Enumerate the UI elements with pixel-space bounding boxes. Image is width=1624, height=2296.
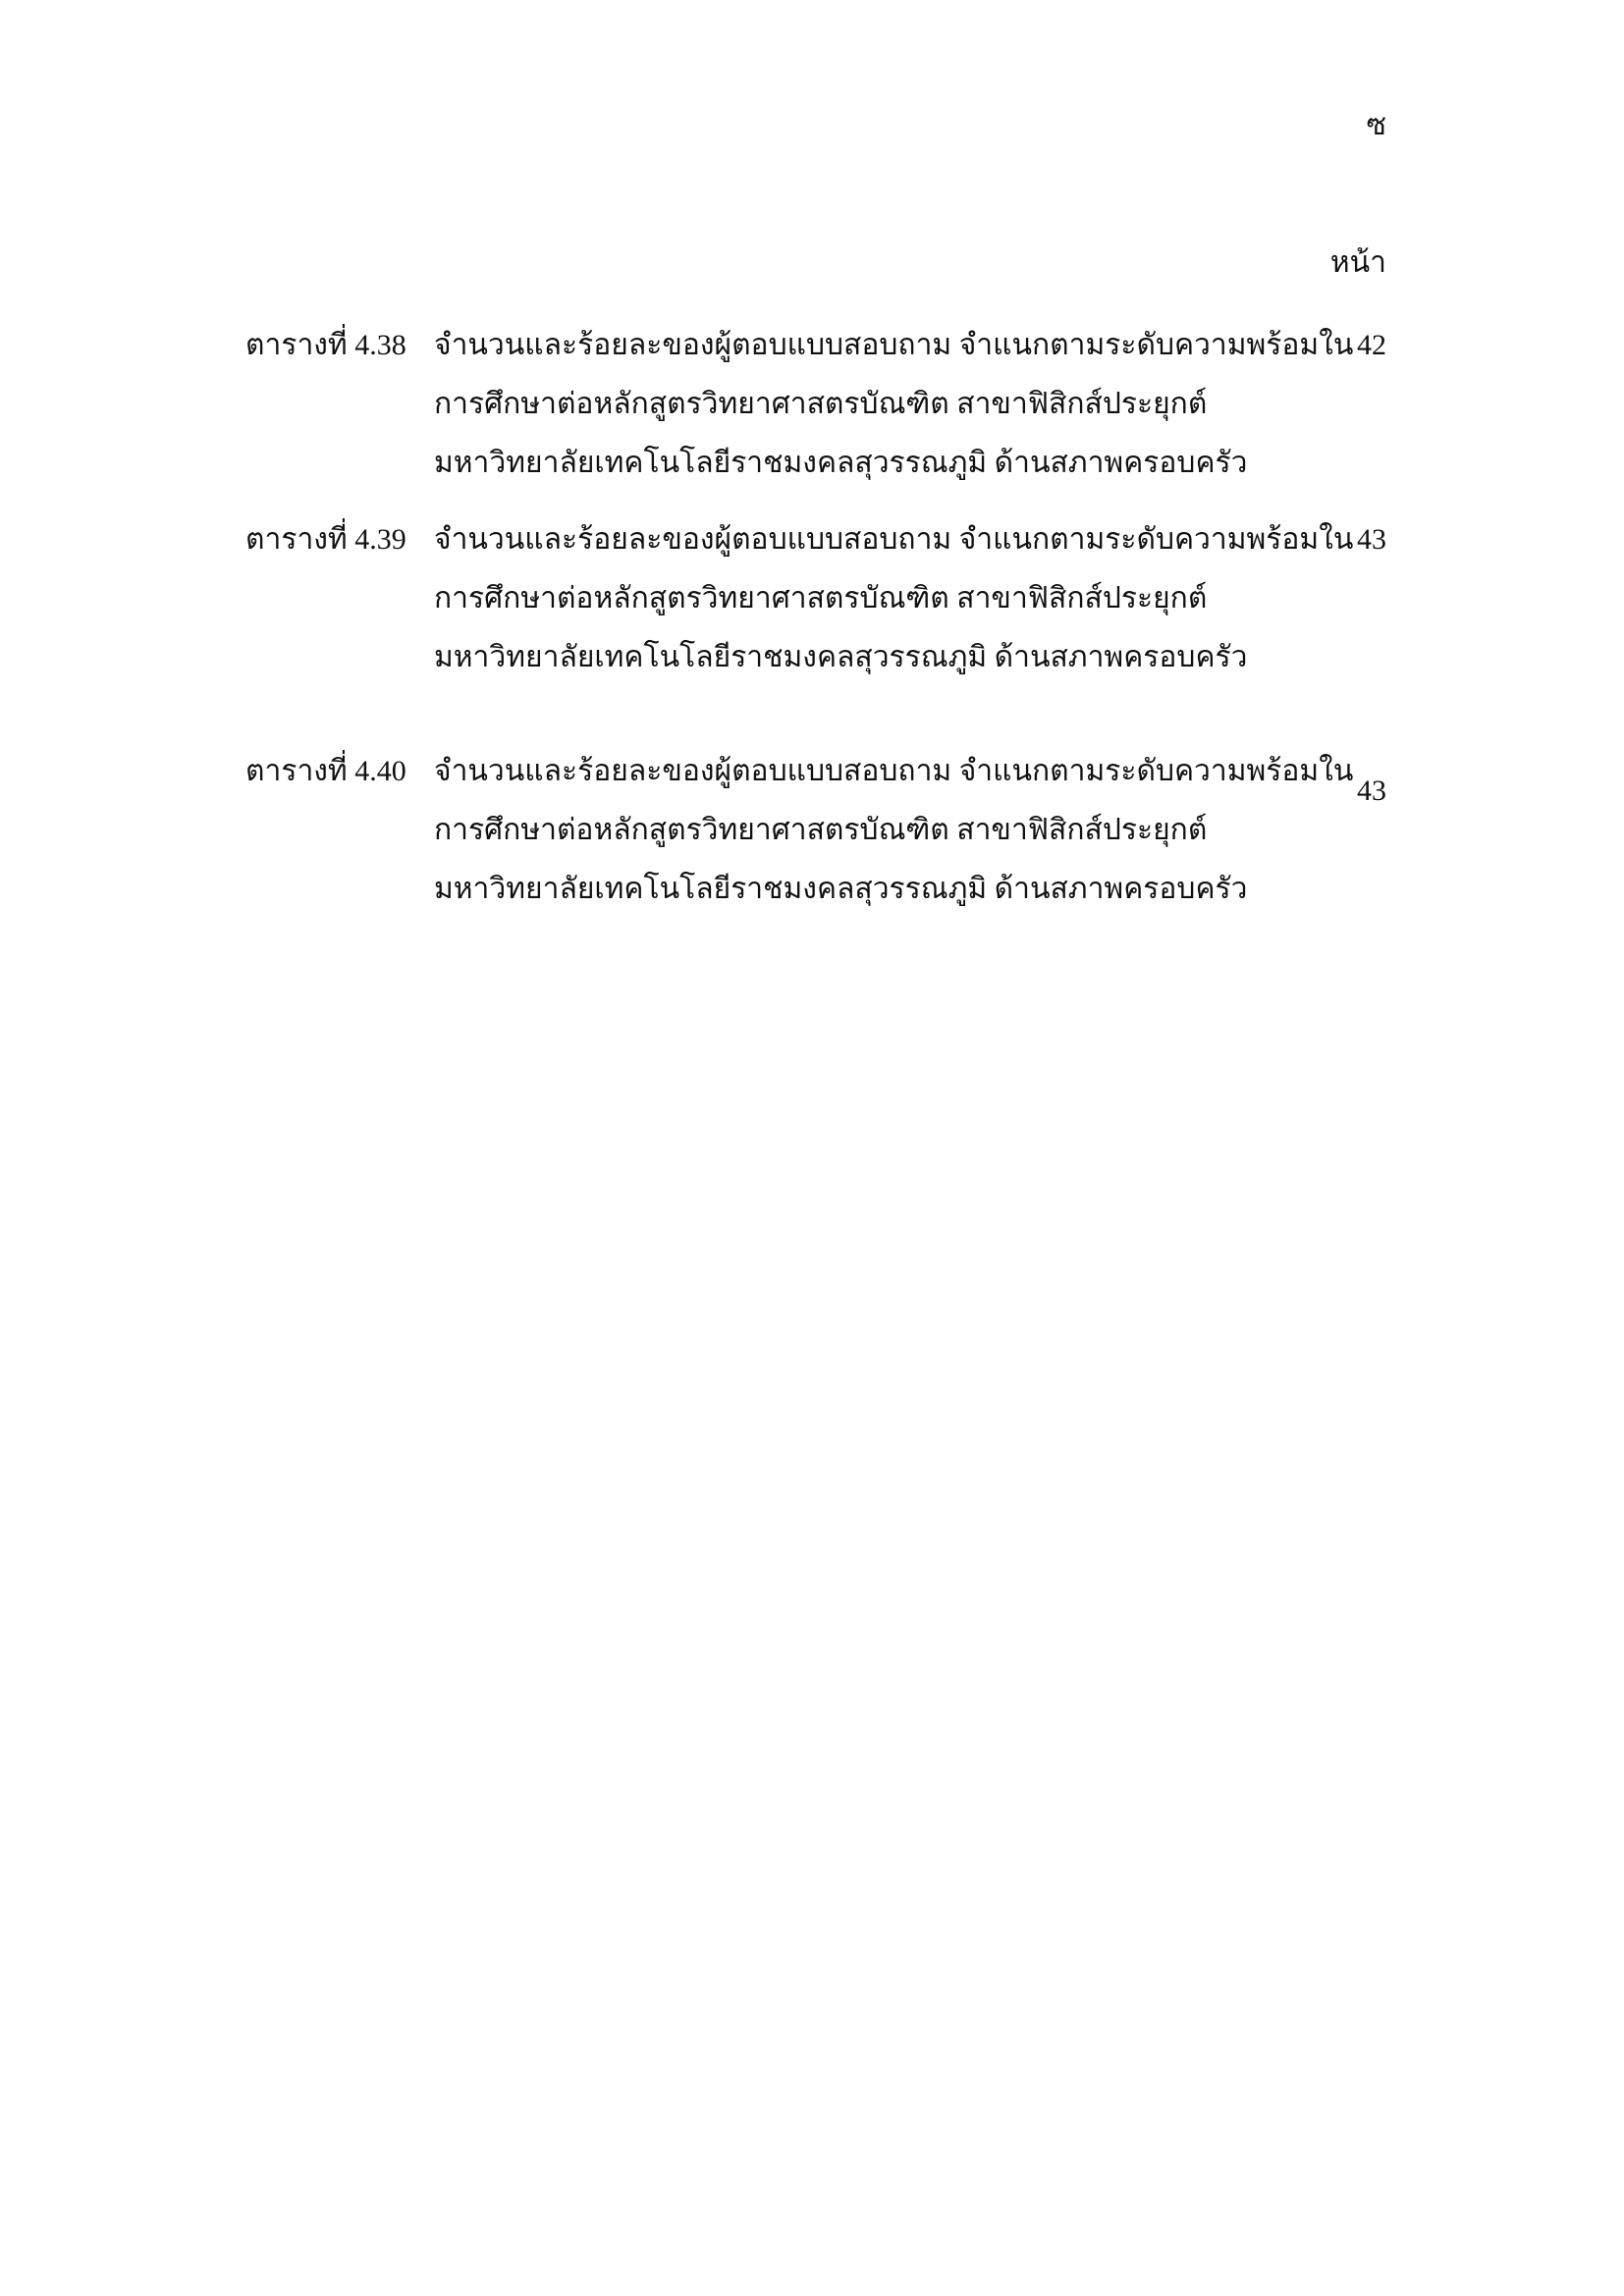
toc-entry-label: ตารางที่ 4.39 (245, 523, 406, 556)
table-of-contents-list (245, 316, 1386, 919)
toc-title-line: มหาวิทยาลัยเทคโนโลยีราชมงคลสุวรรณภูมิ ด้านสภาพครอบครัว (434, 447, 1248, 479)
toc-title-line: จำนวนและร้อยละของผู้ตอบแบบสอบถาม จำแนกตามระดับความพร้อมใน (434, 329, 1354, 361)
page-column-header: หน้า (1329, 246, 1386, 279)
toc-title-line: การศึกษาต่อหลักสูตรวิทยาศาสตรบัณฑิต สาขาฟิสิกส์ประยุกต์ (434, 388, 1208, 420)
toc-entry-title (434, 316, 1354, 493)
toc-entry-label: ตารางที่ 4.40 (245, 755, 406, 787)
toc-entry-page-number: 43 (1357, 774, 1386, 807)
toc-entry (245, 510, 1386, 687)
toc-entry (245, 316, 1386, 493)
toc-entry-title (434, 742, 1354, 919)
toc-title-line: การศึกษาต่อหลักสูตรวิทยาศาสตรบัณฑิต สาขาฟิสิกส์ประยุกต์ (434, 582, 1208, 614)
toc-title-line: มหาวิทยาลัยเทคโนโลยีราชมงคลสุวรรณภูมิ ด้านสภาพครอบครัว (434, 641, 1248, 673)
toc-title-line: มหาวิทยาลัยเทคโนโลยีราชมงคลสุวรรณภูมิ ด้านสภาพครอบครัว (434, 873, 1248, 905)
page-number-letter: ซ (1366, 109, 1386, 141)
toc-entry-page-number: 42 (1357, 329, 1386, 361)
toc-entry-title (434, 510, 1354, 687)
toc-entry (245, 742, 1386, 919)
toc-title-line: การศึกษาต่อหลักสูตรวิทยาศาสตรบัณฑิต สาขาฟิสิกส์ประยุกต์ (434, 814, 1208, 846)
toc-title-line: จำนวนและร้อยละของผู้ตอบแบบสอบถาม จำแนกตามระดับความพร้อมใน (434, 755, 1354, 787)
toc-title-line: จำนวนและร้อยละของผู้ตอบแบบสอบถาม จำแนกตามระดับความพร้อมใน (434, 523, 1354, 556)
toc-entry-page-number: 43 (1357, 523, 1386, 556)
toc-entry-label: ตารางที่ 4.38 (245, 329, 406, 361)
